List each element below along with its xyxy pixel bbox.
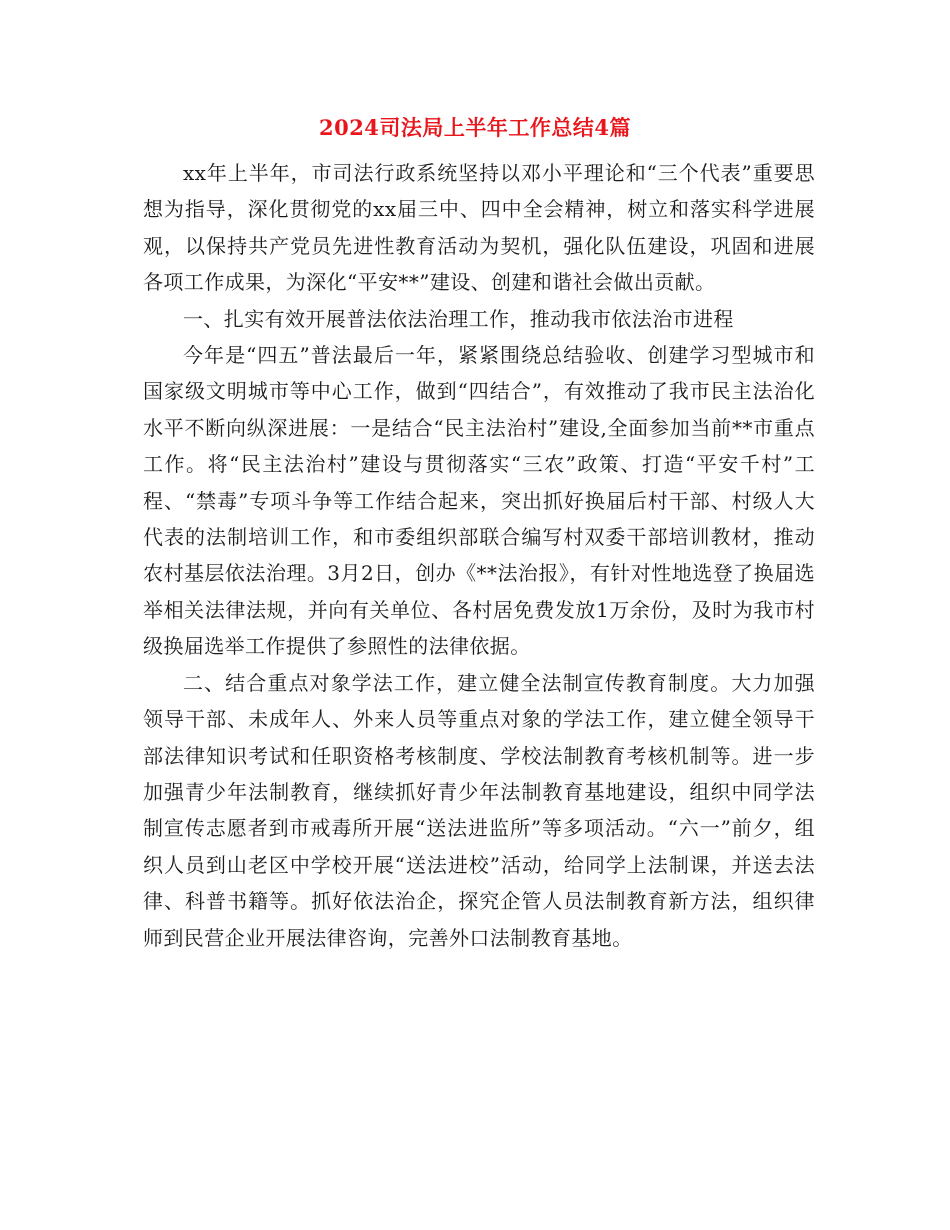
section-heading-1: 一、扎实有效开展普法依法治理工作，推动我市依法治市进程 bbox=[183, 306, 734, 331]
paragraph-section-1: 今年是“四五”普法最后一年，紧紧围绕总结验收、创建学习型城市和国家级文明城市等中心工作，做到“四结合”，有效推动了我市民主法治化水平不断向纵深进展：一是结合“民主法治村”建设,全面参加当前**市重点工作。将“民主法治村”建设与贯彻落实“三农”政策、打造“平安千村”工程、“禁毒”专项斗争等工作结合起来，突出抓好换届后村干部、村级人大代表的法制培训工作，和市委组织部联合编写村双委干部培训教材，推动农村基层依法治理。3月2日，创办《**法治报》，有针对性地选登了换届选举相关法律法规，并向有关单位、各村居免费发放1万余份，及时为我市村级换届选举工作提供了参照性的法律依据。 bbox=[143, 343, 815, 659]
paragraph-intro: xx年上半年，市司法行政系统坚持以邓小平理论和“三个代表”重要思想为指导，深化贯彻党的xx届三中、四中全会精神，树立和落实科学进展观，以保持共产党员先进性教育活动为契机，强化队伍建设，巩固和进展各项工作成果，为深化“平安**”建设、创建和谐社会做出贡献。 bbox=[143, 161, 815, 295]
document-title: 2024司法局上半年工作总结4篇 bbox=[318, 115, 632, 140]
document-body bbox=[143, 155, 815, 956]
paragraph-section-2: 二、结合重点对象学法工作，建立健全法制宣传教育制度。大力加强领导干部、未成年人、外来人员等重点对象的学法工作，建立健全领导干部法律知识考试和任职资格考核制度、学校法制教育考核机制等。进一步加强青少年法制教育，继续抓好青少年法制教育基地建设，组织中同学法制宣传志愿者到市戒毒所开展“送法进监所”等多项活动。“六一”前夕，组织人员到山老区中学校开展“送法进校”活动，给同学上法制课，并送去法律、科普书籍等。抓好依法治企，探究企管人员法制教育新方法，组织律师到民营企业开展法律咨询，完善外口法制教育基地。 bbox=[143, 670, 815, 950]
